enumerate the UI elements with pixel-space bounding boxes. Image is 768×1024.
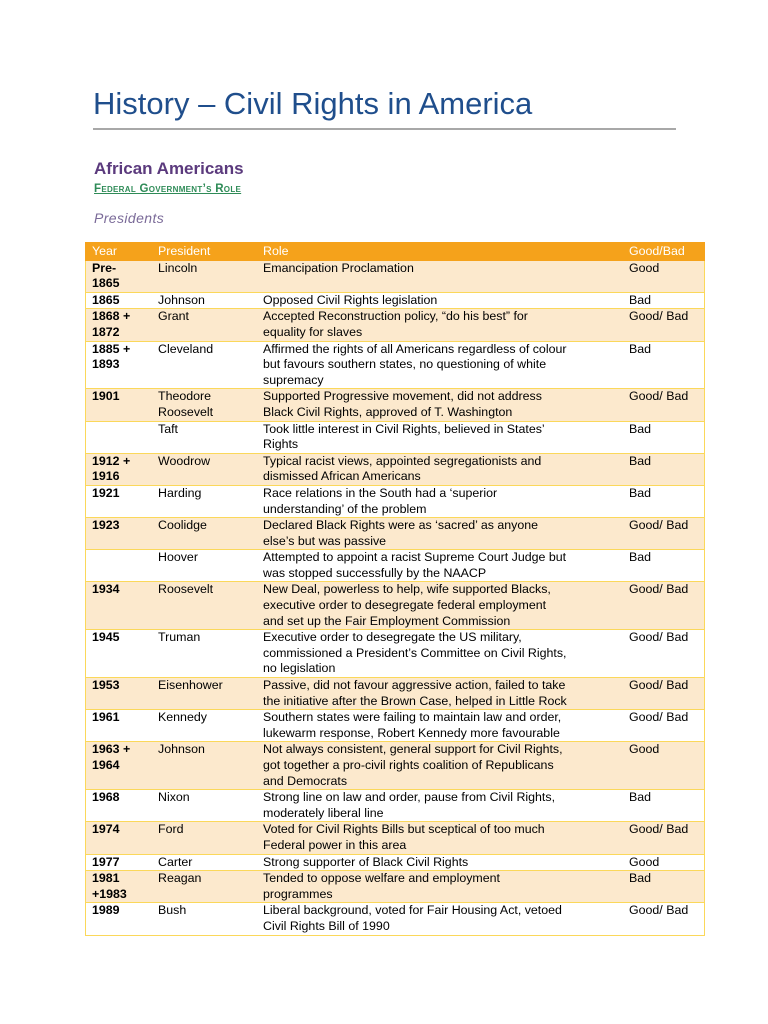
header-president: President bbox=[152, 243, 257, 261]
row-rating: Bad bbox=[623, 421, 705, 453]
row-president: Carter bbox=[152, 854, 257, 871]
row-president: Hoover bbox=[152, 550, 257, 582]
row-year: 1961 bbox=[86, 710, 152, 742]
table-row bbox=[86, 854, 705, 871]
row-president: Bush bbox=[152, 903, 257, 935]
table-row bbox=[86, 389, 705, 421]
table-row bbox=[86, 485, 705, 517]
table-row bbox=[86, 630, 705, 678]
row-rating: Good/ Bad bbox=[623, 678, 705, 710]
row-president: Kennedy bbox=[152, 710, 257, 742]
row-president: Grant bbox=[152, 309, 257, 341]
row-year bbox=[86, 550, 152, 582]
row-rating: Good/ Bad bbox=[623, 309, 705, 341]
row-role: Passive, did not favour aggressive action, failed to take the initiative after the Brown Case, helped in Little Rock bbox=[257, 678, 623, 710]
row-president: Taft bbox=[152, 421, 257, 453]
row-role: Took little interest in Civil Rights, believed in States’ Rights bbox=[257, 421, 623, 453]
row-president: Truman bbox=[152, 630, 257, 678]
table-row bbox=[86, 309, 705, 341]
row-role: Attempted to appoint a racist Supreme Court Judge but was stopped successfully by the NAACP bbox=[257, 550, 623, 582]
table-row bbox=[86, 822, 705, 854]
row-rating: Good bbox=[623, 260, 705, 292]
row-rating: Bad bbox=[623, 871, 705, 903]
row-role: Not always consistent, general support for Civil Rights, got together a pro-civil rights coalition of Republicans and Democrats bbox=[257, 742, 623, 790]
row-rating: Bad bbox=[623, 453, 705, 485]
row-rating: Good/ Bad bbox=[623, 582, 705, 630]
row-rating: Good/ Bad bbox=[623, 822, 705, 854]
row-president: Eisenhower bbox=[152, 678, 257, 710]
row-year: 1921 bbox=[86, 485, 152, 517]
table-row bbox=[86, 871, 705, 903]
row-year: 1963 + 1964 bbox=[86, 742, 152, 790]
row-year: 1912 + 1916 bbox=[86, 453, 152, 485]
row-year: 1953 bbox=[86, 678, 152, 710]
row-year: Pre- 1865 bbox=[86, 260, 152, 292]
presidents-table bbox=[85, 242, 705, 936]
row-year: 1989 bbox=[86, 903, 152, 935]
table-row bbox=[86, 453, 705, 485]
row-role: Declared Black Rights were as ‘sacred’ as anyone else’s but was passive bbox=[257, 518, 623, 550]
row-role: Accepted Reconstruction policy, “do his best” for equality for slaves bbox=[257, 309, 623, 341]
table-row bbox=[86, 678, 705, 710]
row-year bbox=[86, 421, 152, 453]
row-rating: Good/ Bad bbox=[623, 903, 705, 935]
row-role: Emancipation Proclamation bbox=[257, 260, 623, 292]
row-year: 1885 + 1893 bbox=[86, 341, 152, 389]
table-row bbox=[86, 582, 705, 630]
row-role: Typical racist views, appointed segregationists and dismissed African Americans bbox=[257, 453, 623, 485]
row-year: 1968 bbox=[86, 790, 152, 822]
row-rating: Good/ Bad bbox=[623, 630, 705, 678]
row-year: 1945 bbox=[86, 630, 152, 678]
subsection-heading: Federal Government’s Role bbox=[94, 183, 242, 195]
row-president: Theodore Roosevelt bbox=[152, 389, 257, 421]
row-year: 1974 bbox=[86, 822, 152, 854]
row-year: 1981 +1983 bbox=[86, 871, 152, 903]
table-row bbox=[86, 292, 705, 309]
presidents-heading: Presidents bbox=[94, 210, 165, 226]
row-rating: Good/ Bad bbox=[623, 710, 705, 742]
row-rating: Good bbox=[623, 742, 705, 790]
row-president: Coolidge bbox=[152, 518, 257, 550]
table-row bbox=[86, 903, 705, 935]
row-rating: Bad bbox=[623, 550, 705, 582]
row-role: Executive order to desegregate the US military, commissioned a President’s Committee on Civil Rights, no legislation bbox=[257, 630, 623, 678]
row-president: Johnson bbox=[152, 742, 257, 790]
row-role: Liberal background, voted for Fair Housing Act, vetoed Civil Rights Bill of 1990 bbox=[257, 903, 623, 935]
row-role: Strong supporter of Black Civil Rights bbox=[257, 854, 623, 871]
row-year: 1901 bbox=[86, 389, 152, 421]
row-role: Strong line on law and order, pause from Civil Rights, moderately liberal line bbox=[257, 790, 623, 822]
header-year: Year bbox=[86, 243, 152, 261]
row-role: Supported Progressive movement, did not address Black Civil Rights, approved of T. Washington bbox=[257, 389, 623, 421]
row-president: Roosevelt bbox=[152, 582, 257, 630]
header-rating: Good/Bad bbox=[623, 243, 705, 261]
row-rating: Good/ Bad bbox=[623, 518, 705, 550]
row-role: Affirmed the rights of all Americans regardless of colour but favours southern states, no questioning of white supremacy bbox=[257, 341, 623, 389]
section-heading: African Americans bbox=[94, 159, 244, 178]
row-president: Cleveland bbox=[152, 341, 257, 389]
row-role: Southern states were failing to maintain law and order, lukewarm response, Robert Kennedy more favourable bbox=[257, 710, 623, 742]
table-row bbox=[86, 260, 705, 292]
row-president: Ford bbox=[152, 822, 257, 854]
row-rating: Bad bbox=[623, 485, 705, 517]
row-president: Harding bbox=[152, 485, 257, 517]
row-president: Reagan bbox=[152, 871, 257, 903]
row-rating: Bad bbox=[623, 341, 705, 389]
table-row bbox=[86, 790, 705, 822]
table-row bbox=[86, 742, 705, 790]
row-rating: Bad bbox=[623, 790, 705, 822]
row-president: Johnson bbox=[152, 292, 257, 309]
row-rating: Good bbox=[623, 854, 705, 871]
table-row bbox=[86, 341, 705, 389]
row-rating: Bad bbox=[623, 292, 705, 309]
table-row bbox=[86, 550, 705, 582]
row-year: 1977 bbox=[86, 854, 152, 871]
row-rating: Good/ Bad bbox=[623, 389, 705, 421]
row-year: 1934 bbox=[86, 582, 152, 630]
row-president: Nixon bbox=[152, 790, 257, 822]
row-year: 1923 bbox=[86, 518, 152, 550]
table-row bbox=[86, 421, 705, 453]
row-role: New Deal, powerless to help, wife supported Blacks, executive order to desegregate federal employment and set up the Fair Employment Commission bbox=[257, 582, 623, 630]
row-role: Opposed Civil Rights legislation bbox=[257, 292, 623, 309]
row-role: Tended to oppose welfare and employment programmes bbox=[257, 871, 623, 903]
header-role: Role bbox=[257, 243, 623, 261]
row-president: Woodrow bbox=[152, 453, 257, 485]
row-role: Race relations in the South had a ‘superior understanding’ of the problem bbox=[257, 485, 623, 517]
table-header-row bbox=[86, 243, 705, 261]
title-divider bbox=[93, 128, 676, 130]
row-role: Voted for Civil Rights Bills but sceptical of too much Federal power in this area bbox=[257, 822, 623, 854]
row-year: 1868 + 1872 bbox=[86, 309, 152, 341]
row-president: Lincoln bbox=[152, 260, 257, 292]
row-year: 1865 bbox=[86, 292, 152, 309]
table-row bbox=[86, 518, 705, 550]
page-title: History – Civil Rights in America bbox=[93, 86, 533, 121]
table-row bbox=[86, 710, 705, 742]
